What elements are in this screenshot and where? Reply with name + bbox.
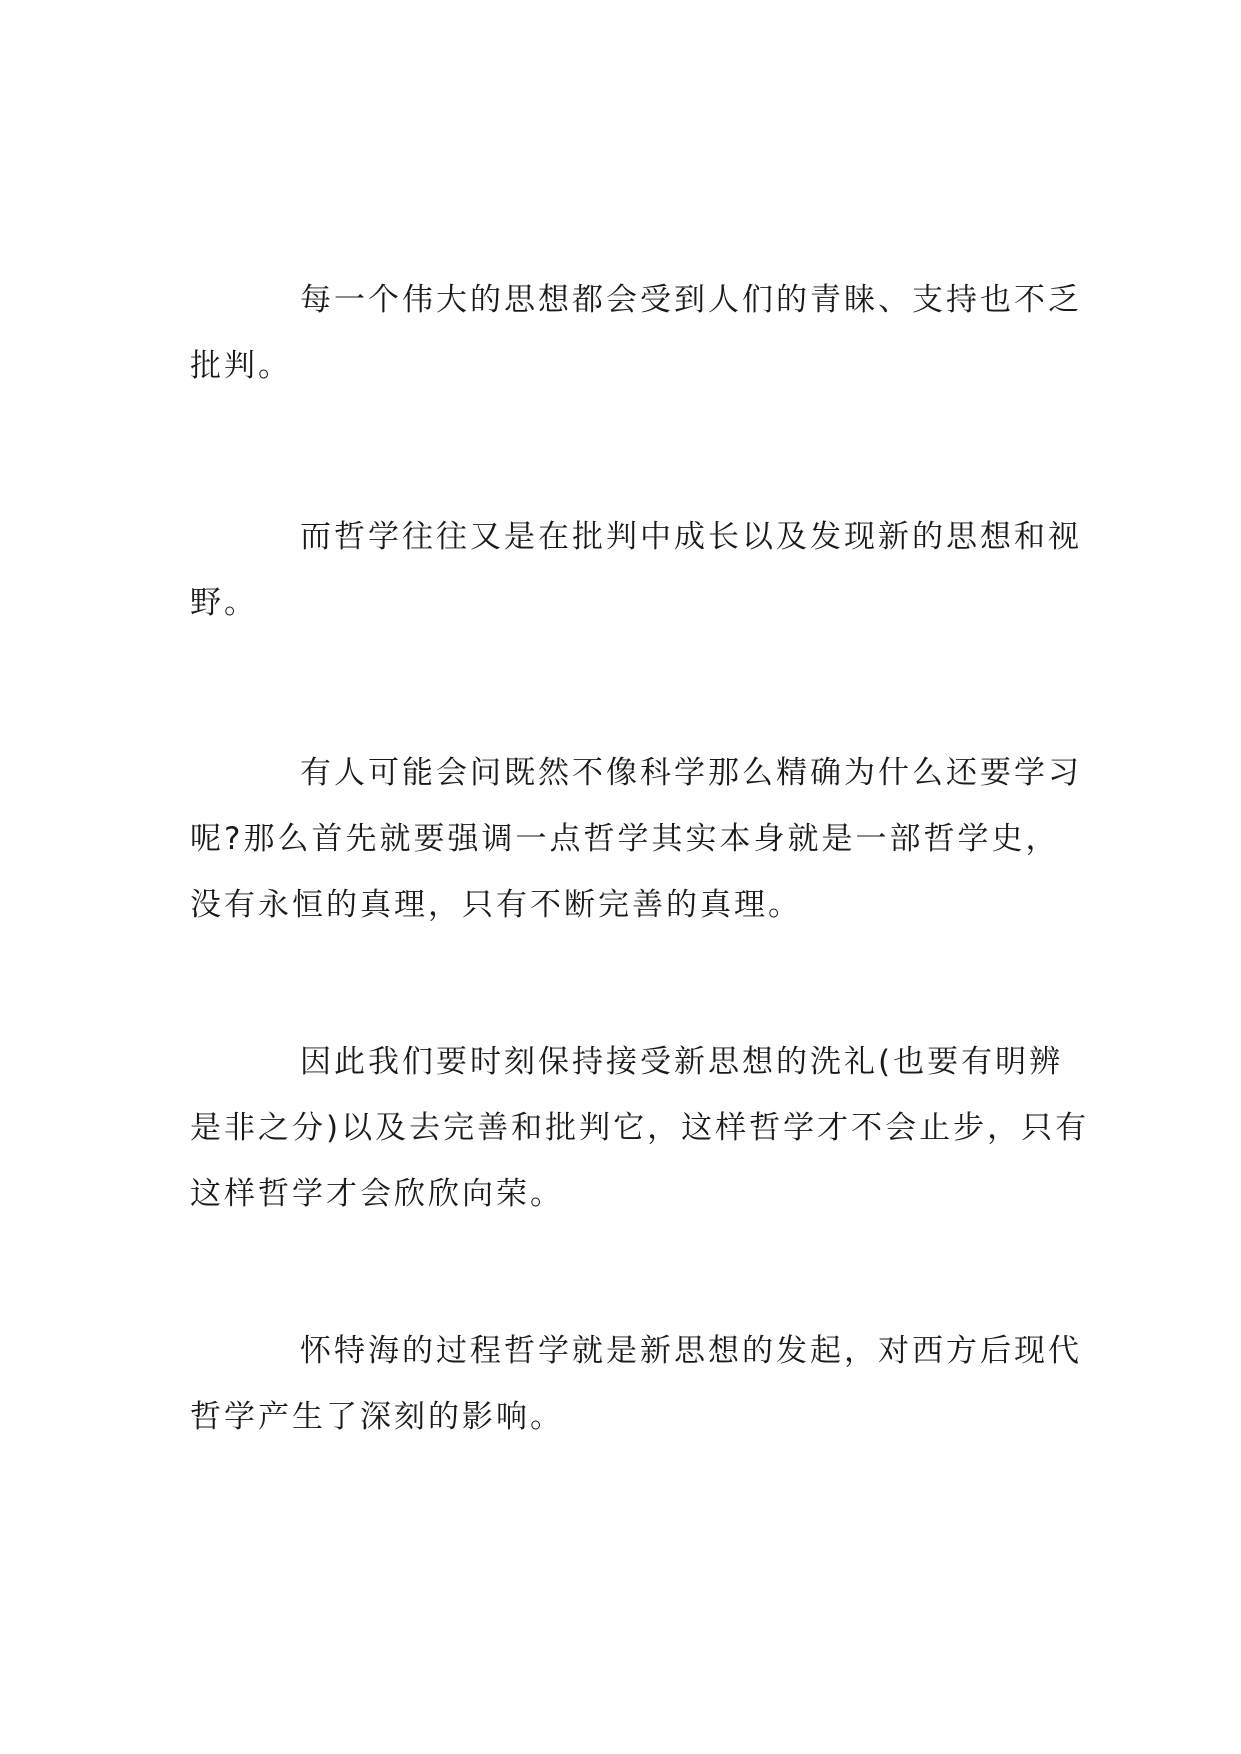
paragraph-5: 怀特海的过程哲学就是新思想的发起，对西方后现代哲学产生了深刻的影响。 (190, 1333, 1082, 1435)
paragraph-4: 因此我们要时刻保持接受新思想的洗礼(也要有明辨是非之分)以及去完善和批判它，这样哲学才不会止步，只有这样哲学才会欣欣向荣。 (190, 1044, 1090, 1212)
paragraph-3: 有人可能会问既然不像科学那么精确为什么还要学习呢?那么首先就要强调一点哲学其实本身就是一部哲学史，没有永恒的真理，只有不断完善的真理。 (190, 755, 1082, 923)
paragraph-1: 每一个伟大的思想都会受到人们的青睐、支持也不乏批判。 (190, 282, 1082, 384)
paragraph-2: 而哲学往往又是在批判中成长以及发现新的思想和视野。 (190, 519, 1082, 621)
